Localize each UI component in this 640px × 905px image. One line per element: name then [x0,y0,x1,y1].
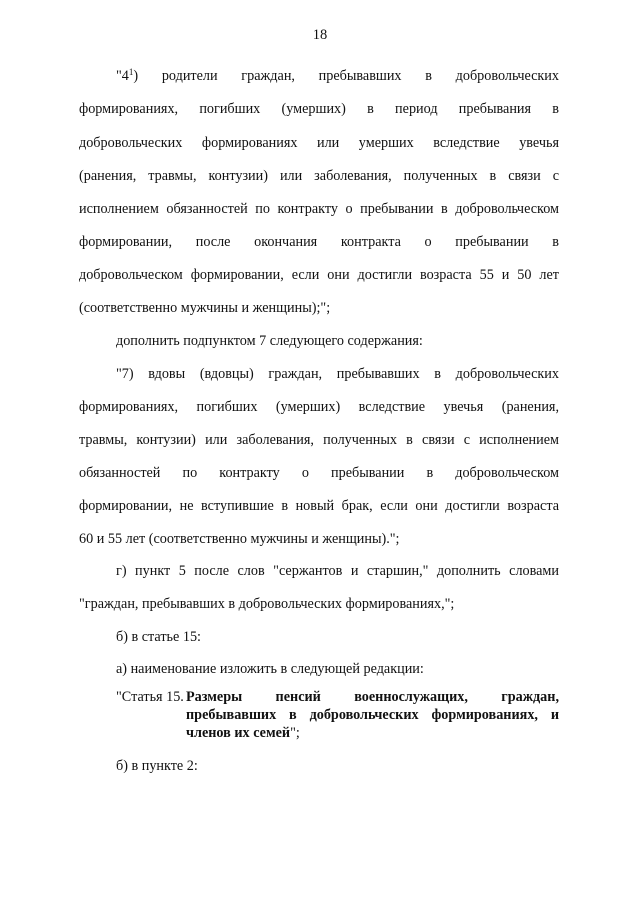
text-line: обязанностей по контракту о пребывании в добровольческом [79,465,559,481]
paragraph-title-edit: а) наименование изложить в следующей редакции: [116,661,424,677]
text-line: формировании, не вступившие в новый брак, если они достигли возраста [79,498,559,514]
text-line: (ранения, травмы, контузии) или заболевания, полученных в связи с [79,168,559,184]
text-line: (соответственно мужчины и женщины);"; [79,300,331,316]
text-line: г) пункт 5 после слов "сержантов и старшин," дополнить словами [116,563,559,579]
text-line: формированиях, погибших (умерших) вследствие увечья (ранения, [79,399,559,415]
text-line: формированиях, погибших (умерших) в период пребывания в [79,101,559,117]
page-number: 18 [312,27,328,43]
article-closing-quote: "; [290,725,300,741]
paragraph-point-2: б) в пункте 2: [116,758,198,774]
text-line: 60 и 55 лет (соответственно мужчины и женщины)."; [79,531,400,547]
text-line: травмы, контузии) или заболевания, полученных в связи с исполнением [79,432,559,448]
text-line: "граждан, пребывавших в добровольческих формированиях,"; [79,596,455,612]
text-line: добровольческих формированиях или умерших вследствие увечья [79,135,559,151]
article-title-line: Размеры пенсий военнослужащих, граждан, [186,689,559,705]
article-title-line: членов их семей"; [186,725,300,741]
text-line: "$4^1$) родители граждан, пребывавших в добровольческих [116,67,559,84]
paragraph-add-subpoint-7: дополнить подпунктом 7 следующего содержания: [116,333,423,349]
text-line: формировании, после окончания контракта о пребывании в [79,234,559,250]
text-line: исполнением обязанностей по контракту о пребывании в добровольческом [79,201,559,217]
superscript: 1 [128,67,134,77]
article-title-line: пребывавших в добровольческих формированиях, и [186,707,559,723]
text-line: "7) вдовы (вдовцы) граждан, пребывавших в добровольческих [116,366,559,382]
text-line: добровольческом формировании, если они достигли возраста 55 и 50 лет [79,267,559,283]
paragraph-article-15: б) в статье 15: [116,629,201,645]
article-label: "Статья 15. [116,689,184,705]
